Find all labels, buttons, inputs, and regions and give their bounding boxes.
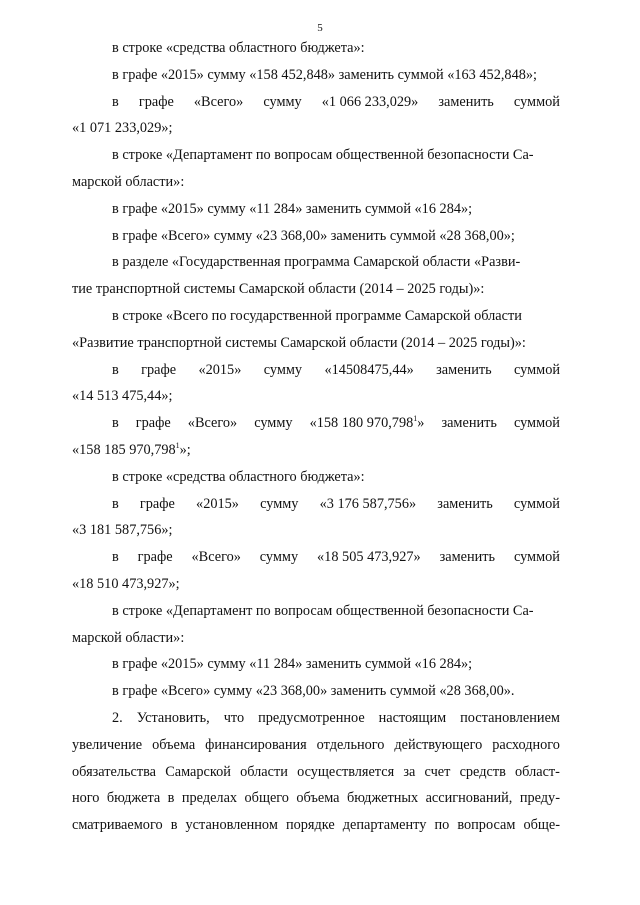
footnote-mark: 1 <box>175 440 180 450</box>
amount-with-footnote <box>310 410 425 437</box>
text-line <box>72 732 560 759</box>
text-fragment: средств <box>459 763 506 780</box>
text-fragment: област- <box>515 763 560 780</box>
text-fragment: ассигнований, <box>425 790 513 807</box>
text-line: в строке «Департамент по вопросам общественной безопасности Са- <box>112 147 534 164</box>
text-fragment: «Всего» <box>193 93 244 110</box>
text-fragment: «Всего» <box>191 549 241 566</box>
text-fragment: области <box>240 763 288 780</box>
text-fragment: что <box>223 709 245 726</box>
text-line <box>72 785 560 812</box>
text-line: в строке «Всего по государственной программе Самарской области <box>112 307 522 324</box>
text-line: тие транспортной системы Самарской области (2014 – 2025 годы)»: <box>72 281 485 298</box>
text-fragment: суммой <box>513 495 560 512</box>
text-fragment: заменить <box>439 549 496 566</box>
text-fragment: сумму <box>263 93 302 110</box>
text-fragment: в <box>112 93 119 110</box>
text-line: «18 510 473,927»; <box>72 575 180 592</box>
text-line: марской области»: <box>72 629 185 646</box>
text-fragment: осуществляется <box>297 763 395 780</box>
text-line: в графе «2015» сумму «158 452,848» заменить суммой «163 452,848»; <box>112 66 537 83</box>
text-fragment: «Всего» <box>187 415 238 432</box>
text-fragment: пределах <box>181 790 238 807</box>
text-line: в строке «средства областного бюджета»: <box>112 468 365 485</box>
text-fragment: «3 176 587,756» <box>319 495 417 512</box>
text-line: «3 181 587,756»; <box>72 522 173 539</box>
text-fragment: графе <box>135 415 171 432</box>
text-line: «Развитие транспортной системы Самарской области (2014 – 2025 годы)»: <box>72 334 526 351</box>
text-line: «1 071 233,029»; <box>72 120 173 137</box>
text-fragment: бюджета <box>106 790 161 807</box>
text-fragment: ного <box>72 790 100 807</box>
text-fragment: Установить, <box>136 709 210 726</box>
text-fragment: обще- <box>523 817 560 834</box>
document-body <box>72 35 560 839</box>
text-line <box>72 491 560 518</box>
text-fragment: заменить <box>441 415 497 432</box>
text-fragment: в <box>112 495 119 512</box>
text-line: в графе «2015» сумму «11 284» заменить суммой «16 284»; <box>112 200 473 217</box>
text-fragment: 2. <box>112 709 123 726</box>
text-fragment: суммой <box>513 361 560 378</box>
text-fragment: департаменту <box>342 817 427 834</box>
text-line: в разделе «Государственная программа Самарской области «Разви- <box>112 254 521 271</box>
text-fragment: суммой <box>513 93 560 110</box>
text-fragment: заменить <box>438 93 494 110</box>
text-fragment: «158 185 970,798 <box>72 441 176 458</box>
text-fragment: по <box>434 817 450 834</box>
text-fragment: в <box>170 817 178 834</box>
text-fragment: установленном <box>185 817 278 834</box>
text-line: «14 513 475,44»; <box>72 388 173 405</box>
text-fragment: настоящим <box>378 709 447 726</box>
text-fragment: сматриваемого <box>72 817 163 834</box>
text-line: в строке «средства областного бюджета»: <box>112 40 365 56</box>
text-fragment: заменить <box>436 361 492 378</box>
text-fragment: «18 505 473,927» <box>317 549 421 566</box>
text-line: в графе «Всего» сумму «23 368,00» заменить суммой «28 368,00». <box>112 683 515 700</box>
text-line <box>72 410 560 437</box>
text-fragment: вопросам <box>457 817 516 834</box>
text-fragment: «1 066 233,029» <box>321 93 419 110</box>
text-line <box>72 357 560 384</box>
text-fragment: сумму <box>263 361 303 378</box>
text-fragment: обязательства <box>72 763 157 780</box>
text-line <box>72 705 560 732</box>
text-fragment: «2015» <box>196 495 239 512</box>
text-fragment: объема <box>296 790 340 807</box>
text-fragment: в <box>112 361 119 378</box>
text-fragment: бюджетных <box>346 790 419 807</box>
text-line <box>72 812 560 839</box>
text-fragment: объема <box>152 736 196 753</box>
text-fragment: сумму <box>260 495 299 512</box>
text-fragment: счет <box>424 763 451 780</box>
text-fragment: »; <box>179 441 191 458</box>
text-fragment: в <box>112 415 119 432</box>
text-line <box>72 544 560 571</box>
page-number: 5 <box>317 22 323 34</box>
text-fragment: » <box>417 415 425 432</box>
text-fragment: в <box>167 790 175 807</box>
text-fragment: «158 180 970,798 <box>309 415 414 432</box>
text-fragment: графе <box>138 93 174 110</box>
text-fragment: общего <box>244 790 289 807</box>
text-fragment: «14508475,44» <box>324 361 414 378</box>
footnote-mark: 1 <box>413 414 418 424</box>
text-line: в графе «Всего» сумму «23 368,00» заменить суммой «28 368,00»; <box>112 227 515 244</box>
text-fragment: отдельного <box>316 736 385 753</box>
text-fragment: в <box>112 549 119 566</box>
text-line <box>72 89 560 116</box>
text-fragment: «2015» <box>198 361 242 378</box>
text-fragment: предусмотренное <box>258 709 365 726</box>
text-fragment: расходного <box>492 736 560 753</box>
text-fragment: сумму <box>254 415 293 432</box>
text-fragment: заменить <box>437 495 493 512</box>
text-fragment: преду- <box>519 790 560 807</box>
text-fragment: графе <box>141 361 177 378</box>
text-fragment: постановлением <box>460 709 560 726</box>
text-line: в графе «2015» сумму «11 284» заменить суммой «16 284»; <box>112 656 473 673</box>
text-fragment: графе <box>137 549 173 566</box>
text-line: марской области»: <box>72 173 185 190</box>
text-fragment: графе <box>139 495 175 512</box>
text-fragment: действующего <box>394 736 483 753</box>
text-fragment: суммой <box>513 415 560 432</box>
text-line <box>72 759 560 786</box>
text-fragment: финансирования <box>205 736 307 753</box>
text-fragment: сумму <box>259 549 299 566</box>
text-fragment: порядке <box>285 817 335 834</box>
text-fragment: за <box>403 763 416 780</box>
text-line: в строке «Департамент по вопросам общественной безопасности Са- <box>112 602 534 619</box>
text-fragment: Самарской <box>165 763 231 780</box>
text-line <box>72 437 560 464</box>
text-fragment: увеличение <box>72 736 143 753</box>
text-fragment: суммой <box>513 549 560 566</box>
